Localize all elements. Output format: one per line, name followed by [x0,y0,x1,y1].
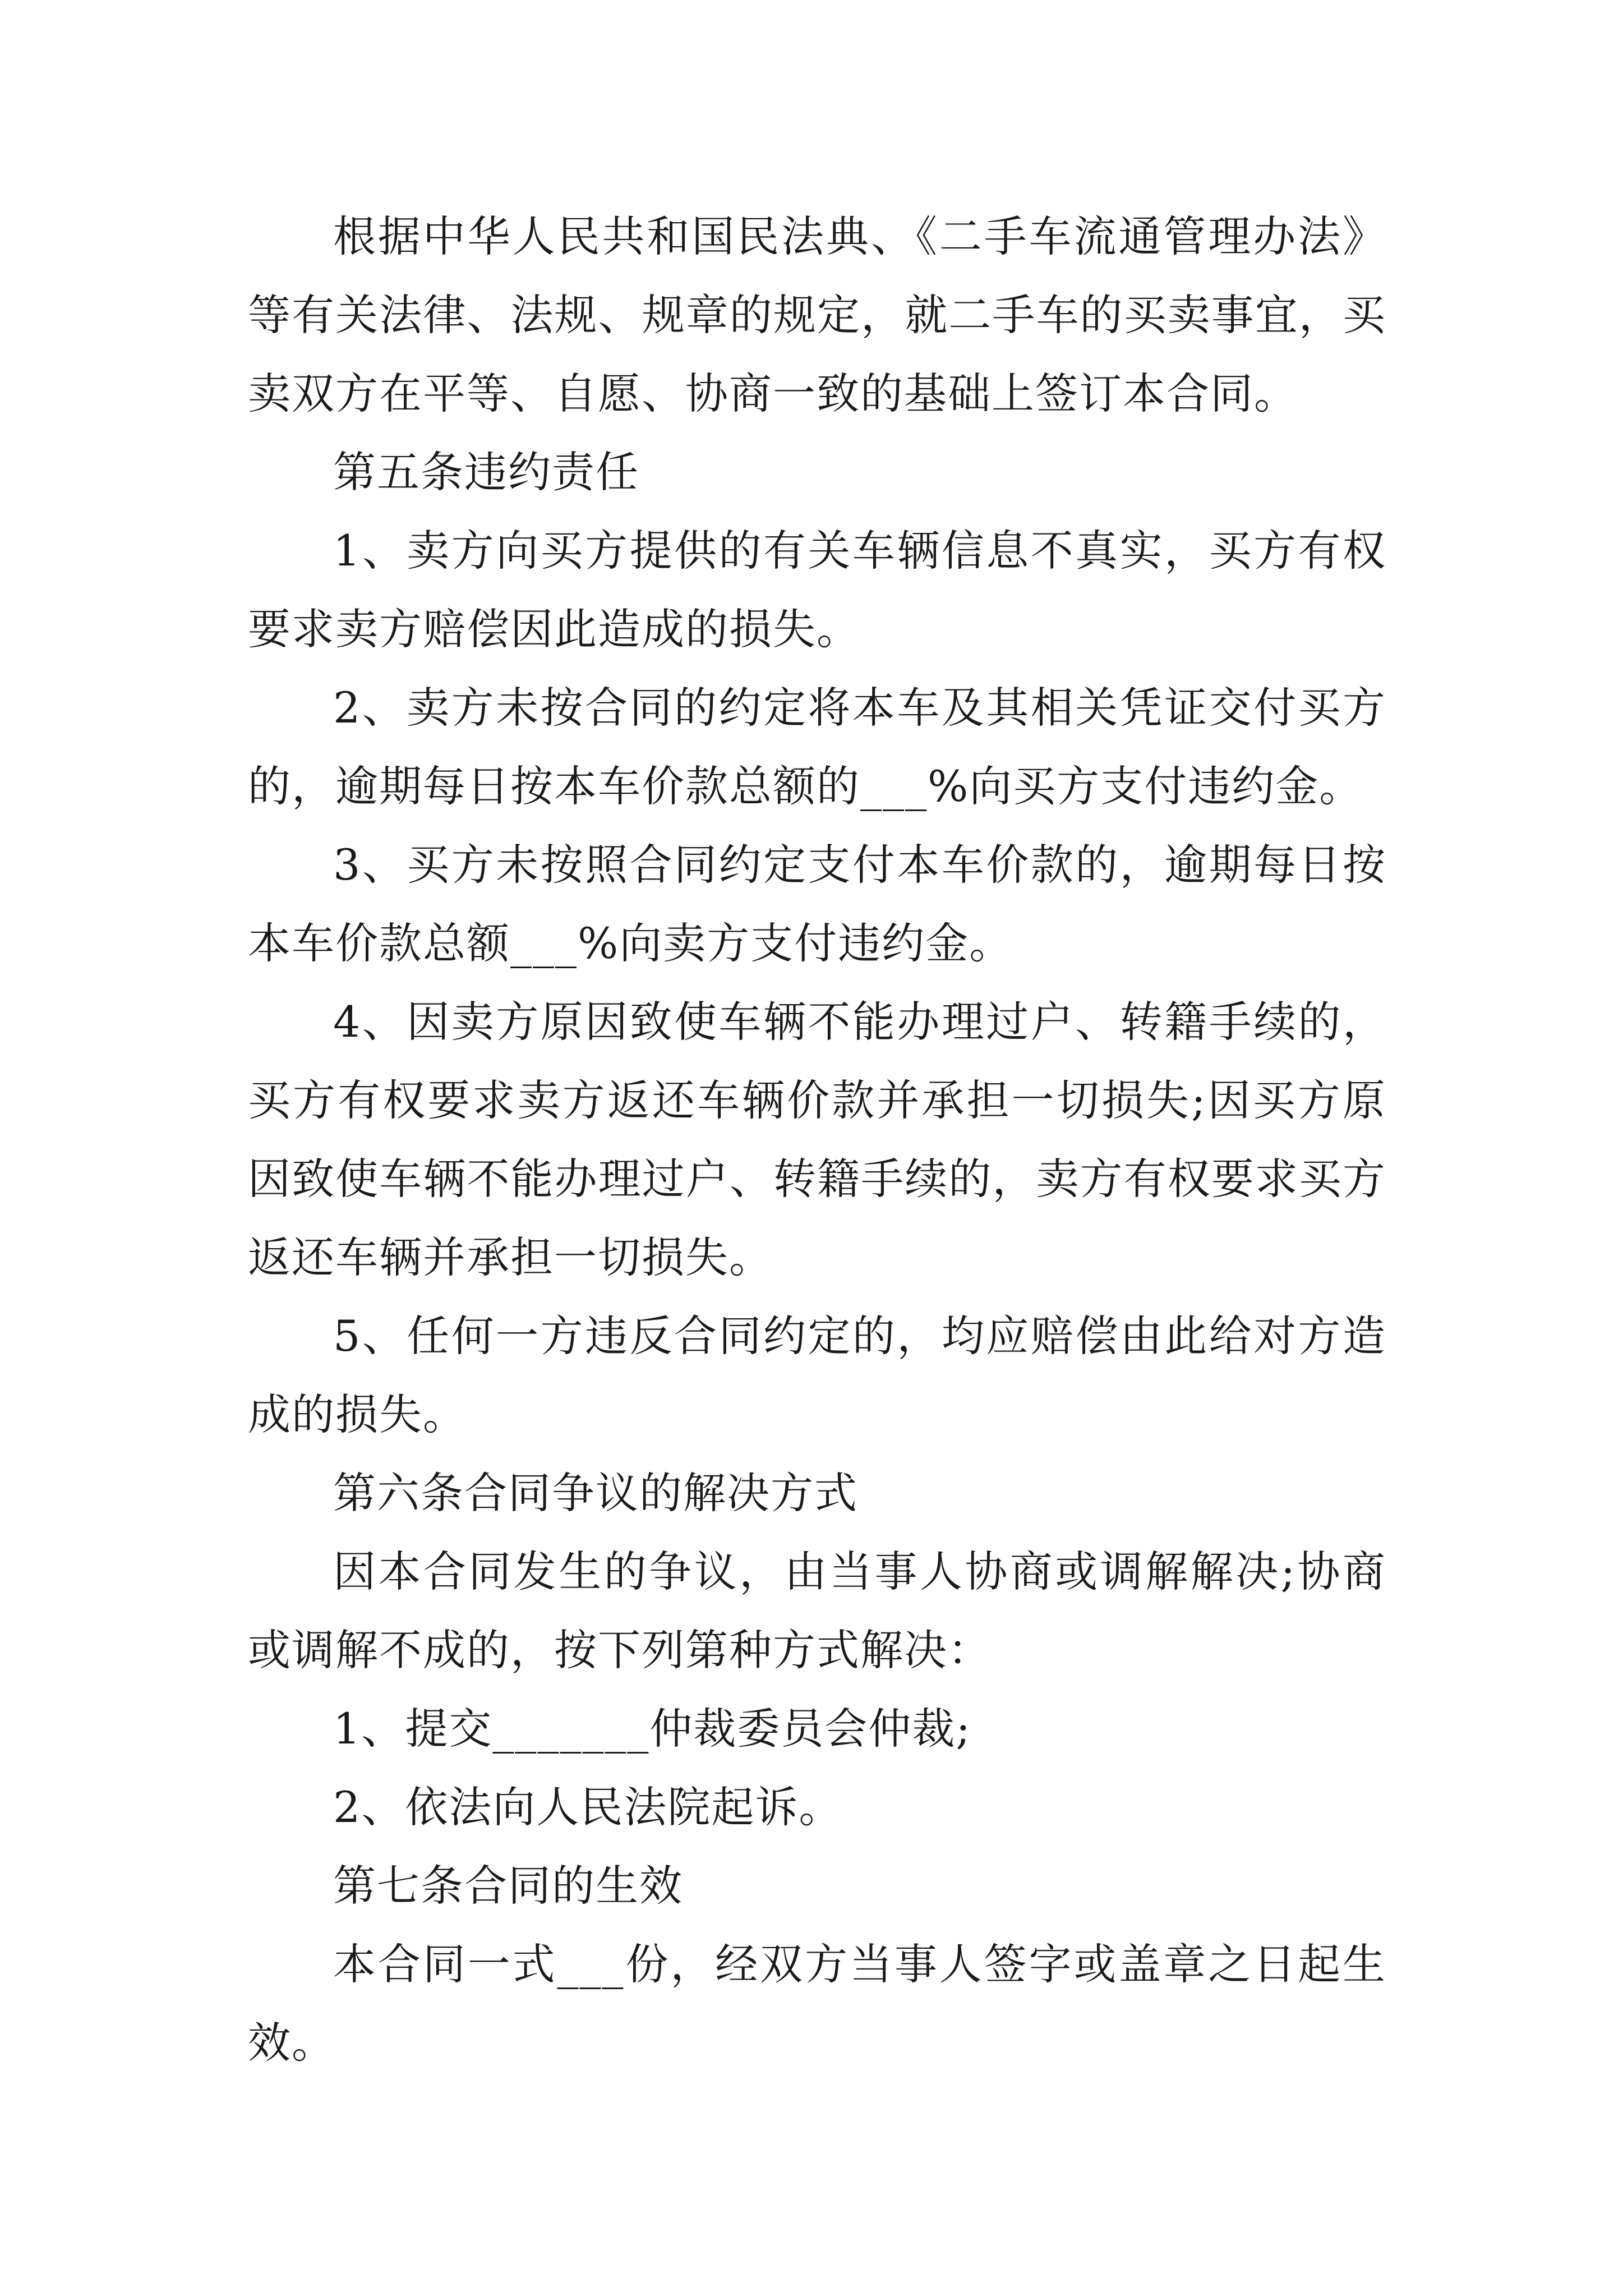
section-heading-article-6: 第六条合同争议的解决方式 [333,1468,858,1518]
clause-paragraph: 本合同一式___份，经双方当事人签字或盖章之日起生效。 [248,1939,1386,2068]
section-heading-article-5: 第五条违约责任 [333,447,639,497]
clause-paragraph: 1、提交_______仲裁委员会仲裁; [333,1704,971,1754]
intro-paragraph: 根据中华人民共和国民法典、《二手车流通管理办法》等有关法律、法规、规章的规定，就二手车的买卖事宜，买卖双方在平等、自愿、协商一致的基础上签订本合同。 [248,211,1386,418]
clause-paragraph: 4、因卖方原因致使车辆不能办理过户、转籍手续的，买方有权要求卖方返还车辆价款并承担一切损失;因买方原因致使车辆不能办理过户、转籍手续的，卖方有权要求买方返还车辆并承担一切损失。 [248,997,1386,1282]
document-body [248,197,1386,2082]
clause-paragraph: 2、依法向人民法院起诉。 [333,1782,843,1832]
clause-paragraph: 5、任何一方违反合同约定的，均应赔偿由此给对方造成的损失。 [248,1311,1386,1439]
section-heading-article-7: 第七条合同的生效 [333,1861,683,1911]
clause-paragraph: 2、卖方未按合同的约定将本车及其相关凭证交付买方的，逾期每日按本车价款总额的___%向买方支付违约金。 [248,683,1386,811]
clause-paragraph: 1、卖方向买方提供的有关车辆信息不真实，买方有权要求卖方赔偿因此造成的损失。 [248,526,1386,654]
clause-paragraph: 因本合同发生的争议，由当事人协商或调解解决;协商或调解不成的，按下列第种方式解决： [248,1547,1386,1675]
clause-paragraph: 3、买方未按照合同约定支付本车价款的，逾期每日按本车价款总额___%向卖方支付违约金。 [248,840,1386,968]
